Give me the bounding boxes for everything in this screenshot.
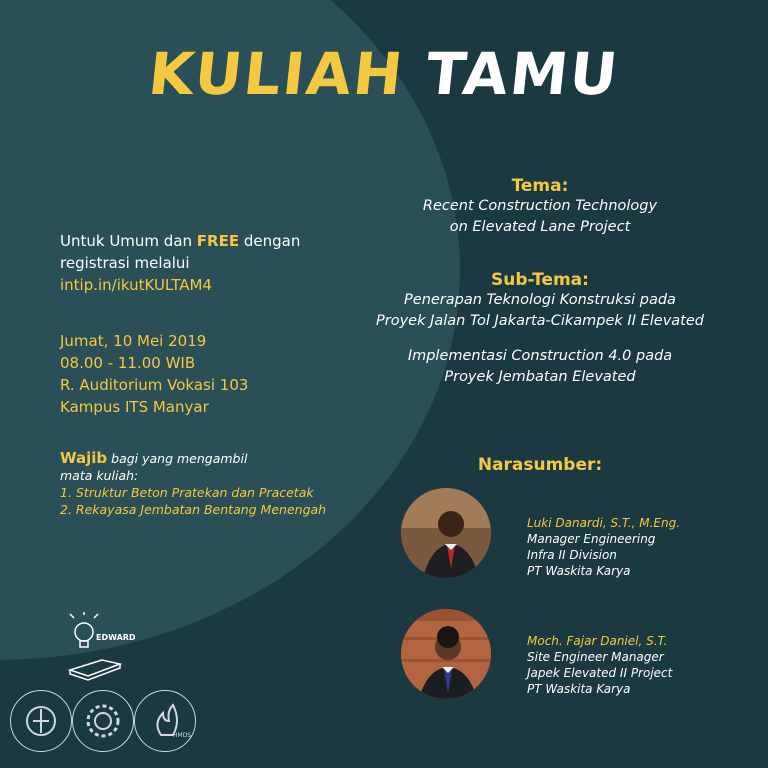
subtema-heading: Sub-Tema: xyxy=(491,270,589,290)
edward-logo xyxy=(62,612,142,682)
title-word-1: KULIAH xyxy=(145,40,408,108)
speaker-2-role-1: Site Engineer Manager xyxy=(527,650,664,664)
edward-logo-text: EDWARD xyxy=(96,633,136,642)
event-time: 08.00 - 11.00 WIB xyxy=(60,354,196,372)
event-date: Jumat, 10 Mei 2019 xyxy=(60,332,207,350)
gear-emblem-icon xyxy=(72,690,134,752)
course-item: 1. Struktur Beton Pratekan dan Pracetak xyxy=(60,485,314,500)
intro-text-2: dengan xyxy=(239,232,301,250)
speaker-2-role-2: Japek Elevated II Project xyxy=(527,666,673,680)
course-list xyxy=(60,484,340,518)
event-campus: Kampus ITS Manyar xyxy=(60,398,209,416)
intro-line-1 xyxy=(60,230,360,252)
speaker-2-portrait-icon xyxy=(401,609,491,699)
flame-emblem-icon xyxy=(134,690,196,752)
tema-line-1: Recent Construction Technology xyxy=(422,198,658,214)
wajib-label: Wajib xyxy=(60,449,108,467)
speaker-2-photo xyxy=(400,608,492,700)
narasumber-heading-wrap xyxy=(440,455,640,475)
requirement-line-1 xyxy=(60,450,340,467)
its-seal-icon xyxy=(10,690,72,752)
registration-link[interactable]: intip.in/ikutKULTAM4 xyxy=(60,276,212,294)
intro-line-2: registrasi melalui xyxy=(60,254,190,272)
requirement-block xyxy=(60,450,340,518)
wajib-text: bagi yang mengambil xyxy=(107,451,248,466)
tema-line-2: on Elevated Lane Project xyxy=(449,219,631,235)
tema-block xyxy=(340,176,740,238)
free-label: FREE xyxy=(196,232,240,250)
speaker-1-portrait-icon xyxy=(401,488,491,578)
requirement-line-2: mata kuliah: xyxy=(60,468,139,483)
speaker-1-company: PT Waskita Karya xyxy=(527,564,631,578)
speaker-1-role-2: Infra II Division xyxy=(527,548,617,562)
speaker-2-info xyxy=(527,633,672,697)
speaker-1-role-1: Manager Engineering xyxy=(527,532,656,546)
page-title xyxy=(0,40,768,108)
event-room: R. Auditorium Vokasi 103 xyxy=(60,376,249,394)
narasumber-heading: Narasumber: xyxy=(477,455,603,475)
subtema-b-line-2: Proyek Jembatan Elevated xyxy=(444,369,636,385)
speaker-1-photo xyxy=(400,487,492,579)
subtema-a-line-2: Proyek Jalan Tol Jakarta-Cikampek II Elevated xyxy=(376,313,704,329)
speaker-2-name: Moch. Fajar Daniel, S.T. xyxy=(527,634,668,648)
bulb-book-icon xyxy=(62,612,142,682)
intro-text: Untuk Umum dan xyxy=(60,232,197,250)
speaker-2-company: PT Waskita Karya xyxy=(527,682,631,696)
course-item: 2. Rekayasa Jembatan Bentang Menengah xyxy=(60,502,327,517)
intro-block xyxy=(60,230,360,296)
title-word-2: TAMU xyxy=(422,40,623,108)
hmds-text: HMDS xyxy=(173,732,192,739)
subtema-block xyxy=(340,270,740,388)
speaker-1-info xyxy=(527,515,680,579)
tema-heading: Tema: xyxy=(511,176,569,196)
subtema-a-line-1: Penerapan Teknologi Konstruksi pada xyxy=(404,292,676,308)
speaker-1-name: Luki Danardi, S.T., M.Eng. xyxy=(527,516,681,530)
subtema-b-line-1: Implementasi Construction 4.0 pada xyxy=(407,348,673,364)
event-details xyxy=(60,330,360,418)
